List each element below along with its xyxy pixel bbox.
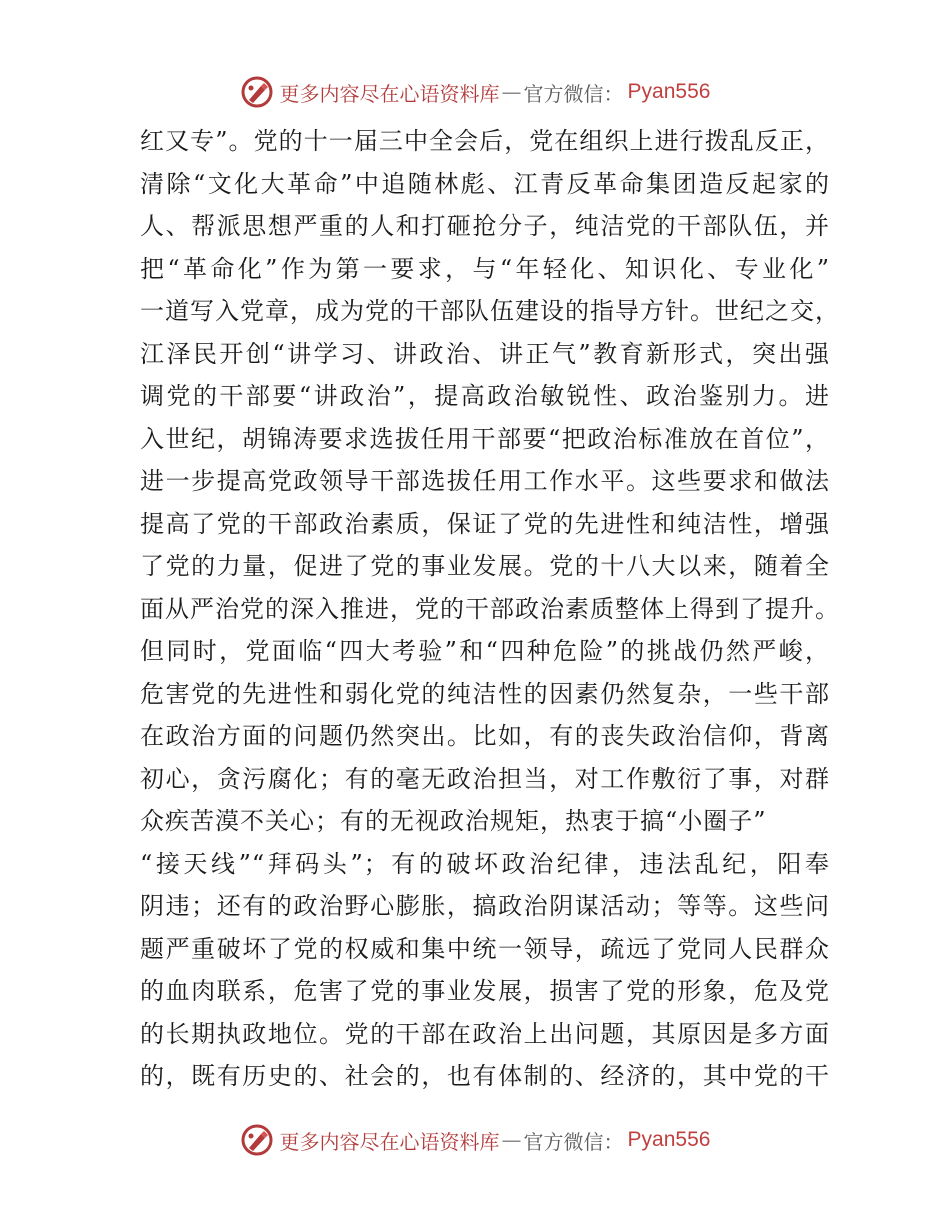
document-body bbox=[140, 120, 840, 1098]
text-line: 提高了党的干部政治素质，保证了党的先进性和纯洁性，增强 bbox=[140, 509, 830, 538]
text-line: 调党的干部要“讲政治”，提高政治敏锐性、政治鉴别力。进 bbox=[140, 382, 830, 410]
footer-dash: — bbox=[501, 1128, 522, 1152]
text-line: 了党的力量，促进了党的事业发展。党的十八大以来，随着全 bbox=[140, 552, 830, 580]
text-line: 一道写入党章，成为党的干部队伍建设的指导方针。世纪之交， bbox=[140, 297, 840, 325]
header-wechat-id: Pyan556 bbox=[627, 80, 711, 103]
text-line: 江泽民开创“讲学习、讲政治、讲正气”教育新形式，突出强 bbox=[140, 339, 830, 368]
text-line: 把“革命化”作为第一要求，与“年轻化、知识化、专业化” bbox=[140, 254, 830, 283]
pen-logo-icon bbox=[240, 75, 274, 109]
text-line: 红又专”。党的十一届三中全会后，党在组织上进行拨乱反正， bbox=[140, 127, 830, 155]
text-line: 在政治方面的问题仍然突出。比如，有的丧失政治信仰，背离 bbox=[140, 722, 830, 750]
text-line: 但同时，党面临“四大考验”和“四种危险”的挑战仍然严峻， bbox=[140, 637, 830, 665]
header-dash: — bbox=[501, 80, 522, 104]
text-line: 入世纪，胡锦涛要求选拔任用干部要“把政治标准放在首位”， bbox=[140, 424, 830, 453]
header-title: 更多内容尽在心语资料库 bbox=[279, 81, 500, 106]
text-line: “接天线”“拜码头”；有的破坏政治纪律，违法乱纪，阳奉 bbox=[140, 849, 830, 878]
text-line: 面从严治党的深入推进，党的干部政治素质整体上得到了提升。 bbox=[140, 594, 840, 623]
footer-wechat-id: Pyan556 bbox=[627, 1128, 711, 1151]
text-line: 清除“文化大革命”中追随林彪、江青反革命集团造反起家的 bbox=[140, 169, 830, 198]
text-line: 的血肉联系，危害了党的事业发展，损害了党的形象，危及党 bbox=[140, 977, 830, 1005]
text-line: 的，既有历史的、社会的，也有体制的、经济的，其中党的干 bbox=[140, 1062, 830, 1090]
text-line: 题严重破坏了党的权威和集中统一领导，疏远了党同人民群众 bbox=[140, 934, 830, 963]
footer-wechat-label: 官方微信： bbox=[523, 1129, 624, 1154]
pen-logo-icon bbox=[240, 1123, 274, 1157]
text-line: 进一步提高党政领导干部选拔任用工作水平。这些要求和做法 bbox=[140, 467, 830, 495]
header-banner bbox=[0, 72, 950, 112]
footer-banner bbox=[0, 1120, 950, 1160]
text-line: 的长期执政地位。党的干部在政治上出问题，其原因是多方面 bbox=[140, 1019, 830, 1048]
text-line: 众疾苦漠不关心；有的无视政治规矩，热衷于搞“小圈子” bbox=[140, 807, 767, 835]
text-line: 阴违；还有的政治野心膨胀，搞政治阴谋活动；等等。这些问 bbox=[140, 892, 830, 920]
header-wechat-label: 官方微信： bbox=[523, 81, 624, 106]
text-line: 危害党的先进性和弱化党的纯洁性的因素仍然复杂，一些干部 bbox=[140, 679, 830, 708]
text-line: 初心，贪污腐化；有的毫无政治担当，对工作敷衍了事，对群 bbox=[140, 764, 830, 793]
text-line: 人、帮派思想严重的人和打砸抢分子，纯洁党的干部队伍，并 bbox=[140, 212, 830, 240]
footer-title: 更多内容尽在心语资料库 bbox=[279, 1129, 500, 1154]
